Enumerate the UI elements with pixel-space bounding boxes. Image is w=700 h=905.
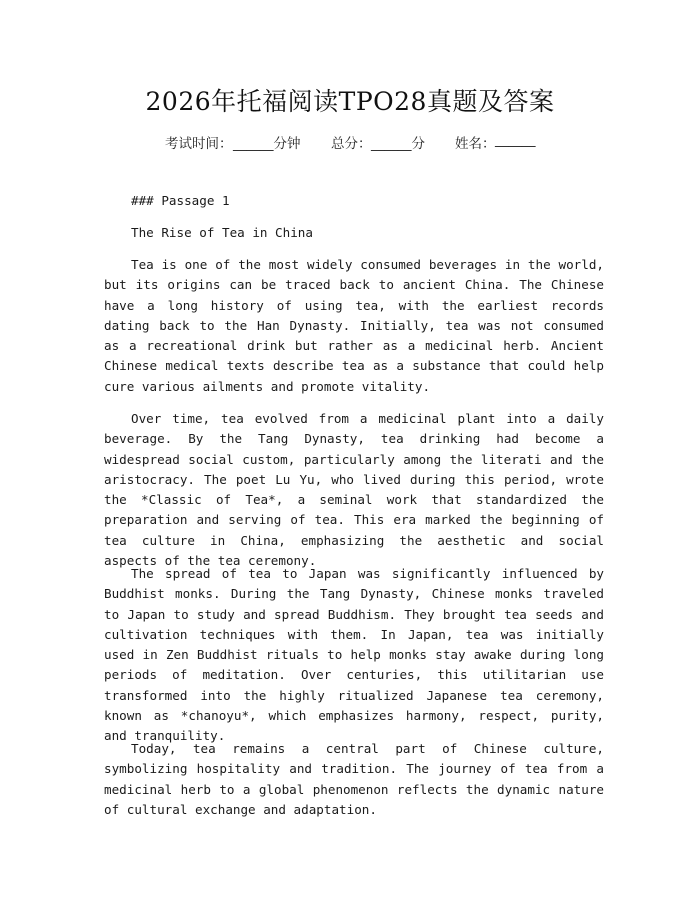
paragraph-3 xyxy=(104,564,604,747)
paragraph-2 xyxy=(104,409,604,571)
paragraph-text: The spread of tea to Japan was significantly influenced by Buddhist monks. During the Tang Dynasty, Chinese monks traveled to Japan to study and spread Buddhism. They brought tea seeds and cultivation techniques with them. In Japan, tea was initially used in Zen Buddhist rituals to help monks stay awake during long periods of meditation. Over centuries, this utilitarian use transformed into the highly ritualized Japanese tea ceremony, known as *chanoyu*, which emphasizes harmony, respect, purity, and tranquility. xyxy=(104,566,604,744)
time-label: 考试时间： xyxy=(165,136,233,152)
passage-heading: ### Passage 1 xyxy=(131,193,230,208)
score-label: 总分： xyxy=(331,136,372,152)
paragraph-4 xyxy=(104,739,604,820)
paragraph-text: Today, tea remains a central part of Chinese culture, symbolizing hospitality and tradition. The journey of tea from a medicinal herb to a global phenomenon reflects the dynamic nature of cultural exchange and adaptation. xyxy=(104,741,604,817)
paragraph-text: Tea is one of the most widely consumed beverages in the world, but its origins can be traced back to ancient China. The Chinese have a long history of using tea, with the earliest records dating back to the Han Dynasty. Initially, tea was not consumed as a recreational drink but rather as a medicinal herb. Ancient Chinese medical texts describe tea as a substance that could help cure various ailments and promote vitality. xyxy=(104,257,604,394)
name-label: 姓名： xyxy=(455,136,496,152)
time-blank: ______分钟 xyxy=(233,136,301,152)
name-blank: ______ xyxy=(495,132,536,148)
score-blank: ______分 xyxy=(371,136,425,152)
paragraph-1 xyxy=(104,255,604,397)
paragraph-text: Over time, tea evolved from a medicinal plant into a daily beverage. By the Tang Dynasty, tea drinking had become a widespread social custom, particularly among the literati and the aristocracy. The poet Lu Yu, who lived during this period, wrote the *Classic of Tea*, a seminal work that standardized the preparation and serving of tea. This era marked the beginning of tea culture in China, emphasizing the aesthetic and social aspects of the tea ceremony. xyxy=(104,411,604,569)
page-title: 2026年托福阅读TPO28真题及答案 xyxy=(145,87,555,116)
passage-subtitle: The Rise of Tea in China xyxy=(131,225,313,240)
